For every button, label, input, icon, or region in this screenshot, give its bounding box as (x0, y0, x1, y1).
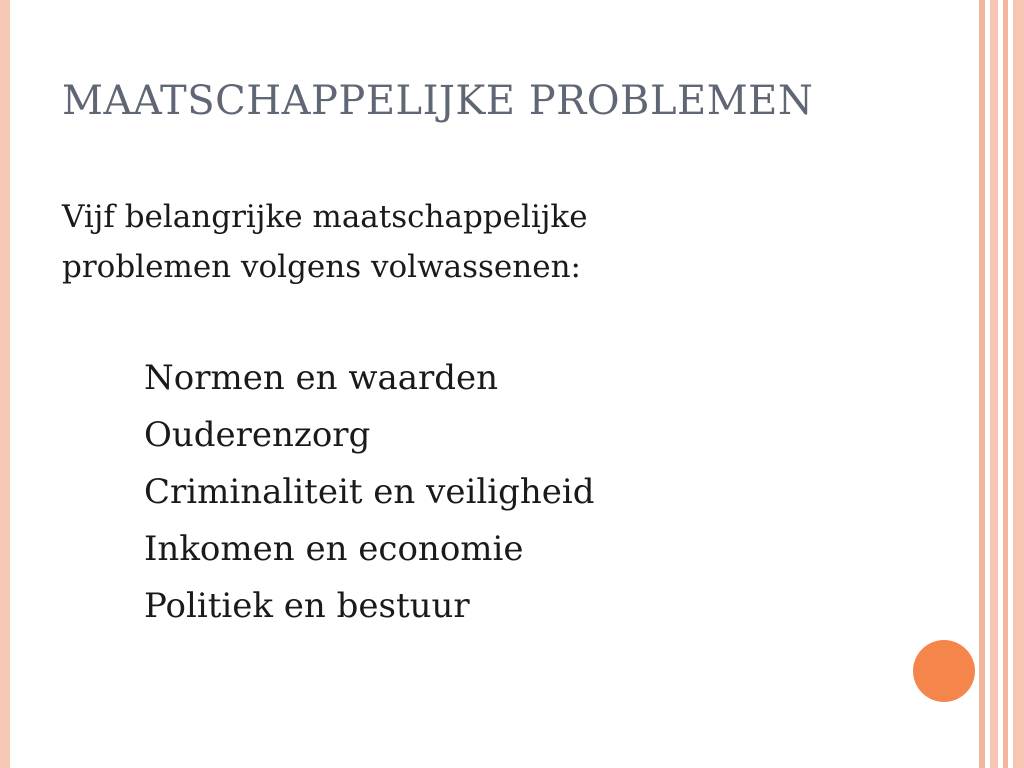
accent-circle-icon (913, 640, 975, 702)
list-item: Criminaliteit en veiligheid (144, 472, 595, 512)
right-border-stripe (1013, 0, 1024, 768)
right-border-stripe (990, 0, 998, 768)
list-item: Ouderenzorg (144, 415, 371, 455)
left-border-decoration (0, 0, 10, 768)
intro-text: Vijf belangrijke maatschappelijke problemen volgens volwassenen: (62, 199, 588, 285)
problem-list (144, 350, 595, 635)
list-item: Normen en waarden (144, 358, 499, 398)
list-item: Politiek en bestuur (144, 586, 470, 626)
list-item: Inkomen en economie (144, 529, 524, 569)
slide-title: MAATSCHAPPELIJKE PROBLEMEN (62, 78, 814, 124)
